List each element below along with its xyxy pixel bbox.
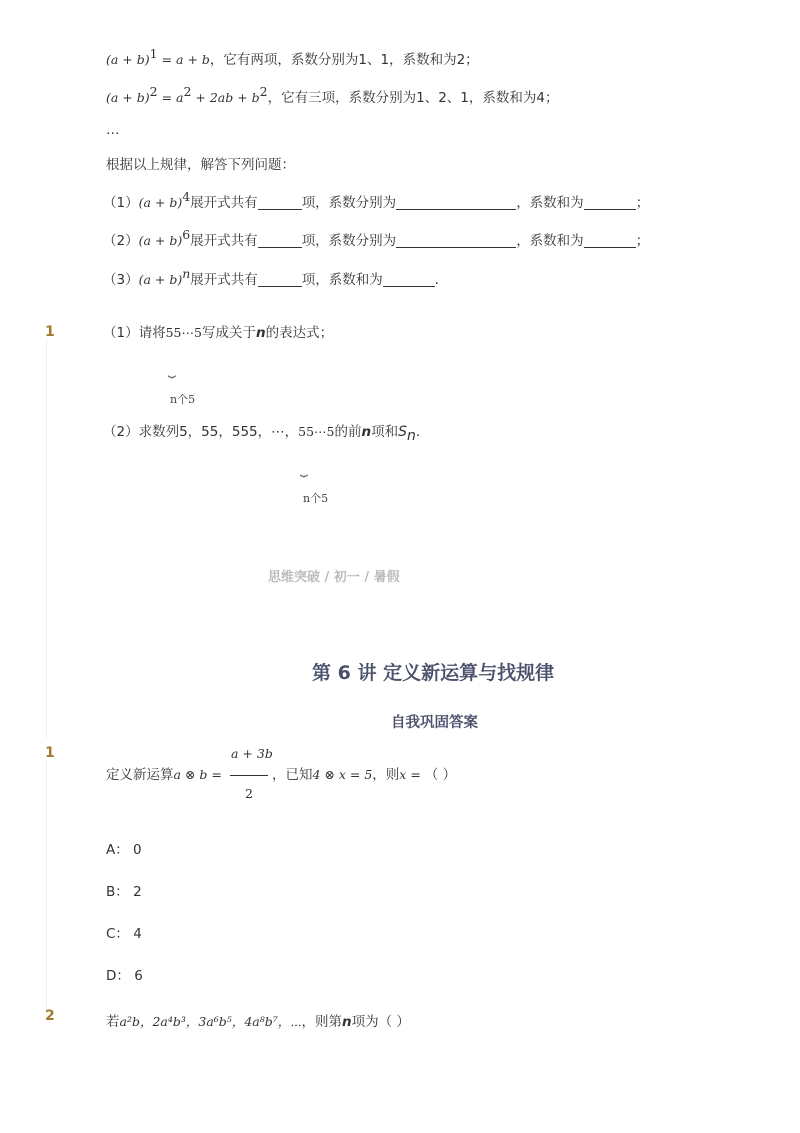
question-2-text: 若a²b，2a⁴b³，3a⁶b⁵，4a⁸b⁷，⋯，则第n项为（ ） bbox=[106, 1014, 410, 1030]
underbrace-label: n个5 bbox=[170, 393, 196, 406]
margin-guide-line bbox=[46, 760, 47, 1010]
answer-blank[interactable] bbox=[396, 195, 516, 210]
intro-prompt: 根据以上规律，解答下列问题： bbox=[106, 157, 295, 173]
underbrace: ⏟ bbox=[168, 364, 176, 379]
question-1-text: 定义新运算a ⊗ b = bbox=[106, 767, 222, 783]
section-subtitle: 自我巩固答案 bbox=[391, 715, 478, 731]
option-d[interactable]: D： 6 bbox=[106, 968, 143, 984]
margin-guide-line bbox=[46, 338, 47, 738]
problem-number: 1 bbox=[45, 324, 55, 340]
option-a[interactable]: A： 0 bbox=[106, 842, 142, 858]
answer-blank[interactable] bbox=[258, 233, 302, 248]
problem1-part2: （2）求数列5，55，555，⋯，55⋯5的前n项和$S_n$． bbox=[103, 424, 430, 444]
lecture-title: 第 6 讲 定义新运算与找规律 bbox=[312, 662, 555, 684]
page-footer: 思维突破 / 初一 / 暑假 bbox=[268, 570, 400, 585]
option-b[interactable]: B： 2 bbox=[106, 884, 142, 900]
prev-question-3: $(3)(a + b)^n$展开式共有 项，系数和为 ． bbox=[103, 266, 449, 288]
question-1-text-cont: ，已知4 ⊗ x = 5，则x = （ ） bbox=[272, 767, 457, 783]
prev-question-2: $(2)(a + b)^6$展开式共有 项，系数分别为 ，系数和为 ； bbox=[103, 227, 650, 249]
answer-blank[interactable] bbox=[396, 233, 516, 248]
problem1-part1: （1）请将55⋯5写成关于n的表达式； bbox=[103, 325, 334, 341]
intro-line-2: $(a + b)^2 = a^2 + 2ab + b^2$，它有三项，系数分别为1、2、1，系数和为4； bbox=[106, 84, 559, 106]
question-number: 1 bbox=[45, 745, 55, 761]
prev-question-1: $(1)(a + b)^4$展开式共有 项，系数分别为 ，系数和为 ； bbox=[103, 189, 650, 211]
option-c[interactable]: C： 4 bbox=[106, 926, 142, 942]
fraction-bar bbox=[230, 775, 268, 776]
underbrace: ⏟ bbox=[300, 463, 308, 478]
intro-line-1: $(a + b)^1 = a + b$，它有两项，系数分别为1、1，系数和为2； bbox=[106, 46, 479, 68]
answer-blank[interactable] bbox=[584, 195, 636, 210]
underbrace-label: n个5 bbox=[303, 492, 329, 505]
answer-blank[interactable] bbox=[258, 195, 302, 210]
answer-blank[interactable] bbox=[258, 272, 302, 287]
answer-blank[interactable] bbox=[584, 233, 636, 248]
question-number: 2 bbox=[45, 1008, 55, 1024]
fraction-numerator: a + 3b bbox=[231, 746, 273, 761]
intro-ellipsis: … bbox=[106, 122, 120, 138]
answer-blank[interactable] bbox=[383, 272, 435, 287]
fraction-denominator: 2 bbox=[245, 786, 253, 801]
